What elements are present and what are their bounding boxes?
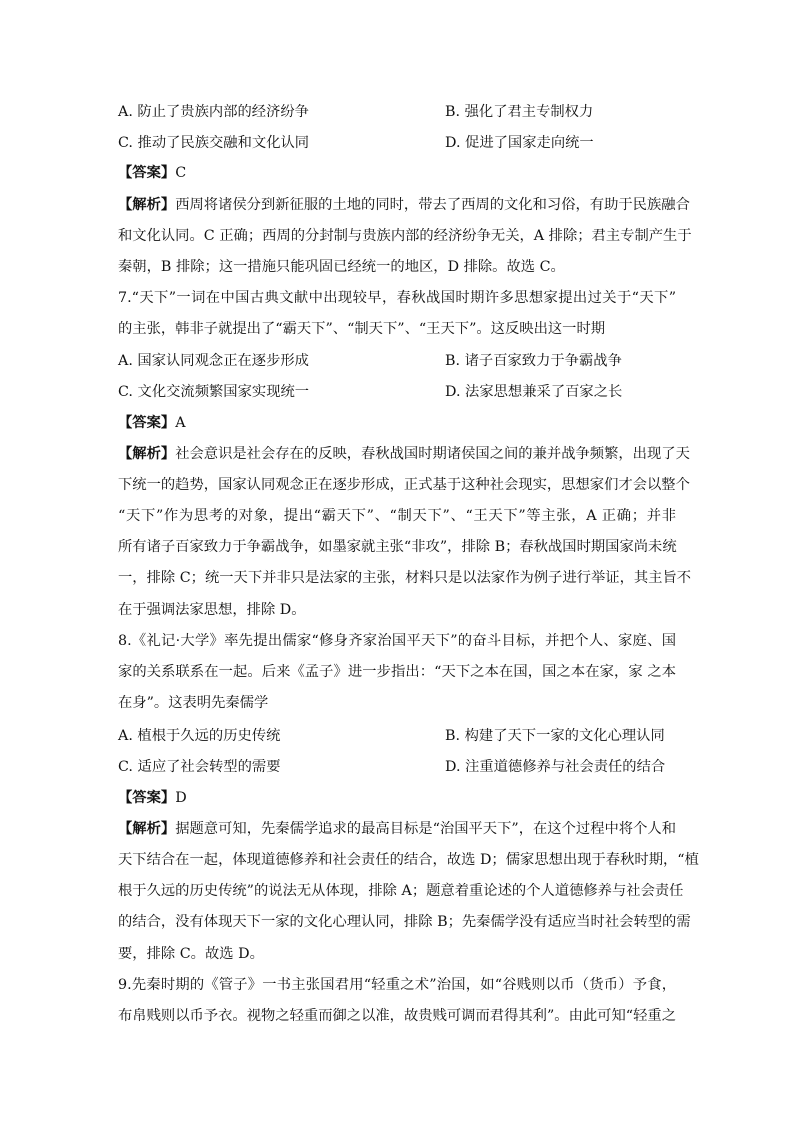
q8-stem-line-1: 8.《礼记·大学》率先提出儒家“修身齐家治国平天下”的奋斗目标，并把个人、家庭、国 [118,633,676,649]
q7-analysis-line-6: 在于强调法家思想，排除 D。 [118,602,306,618]
q7-stem-line-2: 的主张，韩非子就提出了“霸天下”、“制天下”、“王天下”。这反映出这一时期 [118,321,606,337]
q8-stem-line-3: 在身”。这表明先秦儒学 [118,695,269,711]
q6-analysis-line-2: 和文化认同。C 正确；西周的分封制与贵族内部的经济纷争无关，A 排除；君主专制产生于 [118,228,692,244]
q8-analysis-line-1: 【解析】据题意可知，先秦儒学追求的最高目标是“治国平天下”，在这个过程中将个人和 [118,821,676,837]
q8-option-c: C. 适应了社会转型的需要 [118,759,281,775]
q7-analysis-line-3: “天下”作为思考的对象，提出“霸天下”、“制天下”、“王天下”等主张，A 正确；并非 [118,508,676,524]
analysis-tag: 【解析】 [118,446,176,462]
q7-analysis-line-4: 所有诸子百家致力于争霸战争，如墨家就主张“非攻”，排除 B；春秋战国时期国家尚未统 [118,539,677,555]
q8-analysis-line-4: 的结合，没有体现天下一家的文化心理认同，排除 B；先秦儒学没有适应当时社会转型的需 [118,914,691,930]
q8-analysis-line-2: 天下结合在一起，体现道德修养和社会责任的结合，故选 D；儒家思想出现于春秋时期，“植 [118,852,699,868]
q7-stem-line-1: 7.“天下”一词在中国古典文献中出现较早，春秋战国时期许多思想家提出过关于“天下” [118,290,676,306]
answer-tag: 【答案】 [118,790,176,806]
answer-tag: 【答案】 [118,415,176,431]
q7-analysis-line-5: 一，排除 C；统一天下并非只是法家的主张，材料只是以法家作为例子进行举证，其主旨不 [118,570,692,586]
q7-option-b: B. 诸子百家致力于争霸战争 [445,353,622,369]
q8-analysis-line-5: 要，排除 C。故选 D。 [118,946,264,962]
q6-option-c: C. 推动了民族交融和文化认同 [118,135,310,151]
q7-option-a: A. 国家认同观念正在逐步形成 [118,353,309,369]
analysis-tag: 【解析】 [118,197,176,213]
q7-analysis-line-2: 下统一的趋势，国家认同观念正在逐步形成，正式基于这种社会现实，思想家们才会以整个 [118,477,690,493]
q6-analysis-line-3: 秦朝，B 排除；这一措施只能巩固已经统一的地区，D 排除。故选 C。 [118,259,565,275]
q7-option-c: C. 文化交流频繁国家实现统一 [118,384,310,400]
answer-value: D [175,790,187,806]
q9-stem-line-1: 9.先秦时期的《管子》一书主张国君用“轻重之术”治国，如“谷贱则以币（货币）予食， [118,977,676,993]
q6-option-b: B. 强化了君主专制权力 [445,104,594,120]
q6-option-a: A. 防止了贵族内部的经济纷争 [118,104,309,120]
q8-stem-line-2: 家的关系联系在一起。后来《孟子》进一步指出：“天下之本在国，国之本在家，家 之本 [118,664,676,680]
analysis-tag: 【解析】 [118,821,176,837]
q6-answer [118,163,186,183]
q7-option-d: D. 法家思想兼采了百家之长 [445,384,623,400]
answer-value: C [175,165,187,181]
answer-value: A [175,415,186,431]
q8-analysis-line-3: 根于久远的历史传统”的说法无从体现，排除 A；题意着重论述的个人道德修养与社会责任 [118,883,684,899]
q7-answer [118,413,186,433]
q6-option-d: D. 促进了国家走向统一 [445,135,594,151]
answer-tag: 【答案】 [118,165,176,181]
q6-analysis-line-1: 【解析】西周将诸侯分到新征服的土地的同时，带去了西周的文化和习俗，有助于民族融合 [118,197,690,213]
q7-analysis-line-1: 【解析】社会意识是社会存在的反映，春秋战国时期诸侯国之间的兼并战争频繁，出现了天 [118,446,690,462]
q9-stem-line-2: 布帛贱则以币予衣。视物之轻重而御之以准，故贵贱可调而君得其利”。由此可知“轻重之 [118,1008,676,1024]
q8-option-a: A. 植根于久远的历史传统 [118,728,281,744]
q8-option-d: D. 注重道德修养与社会责任的结合 [445,759,666,775]
q8-option-b: B. 构建了天下一家的文化心理认同 [445,728,665,744]
q8-answer [118,788,187,808]
